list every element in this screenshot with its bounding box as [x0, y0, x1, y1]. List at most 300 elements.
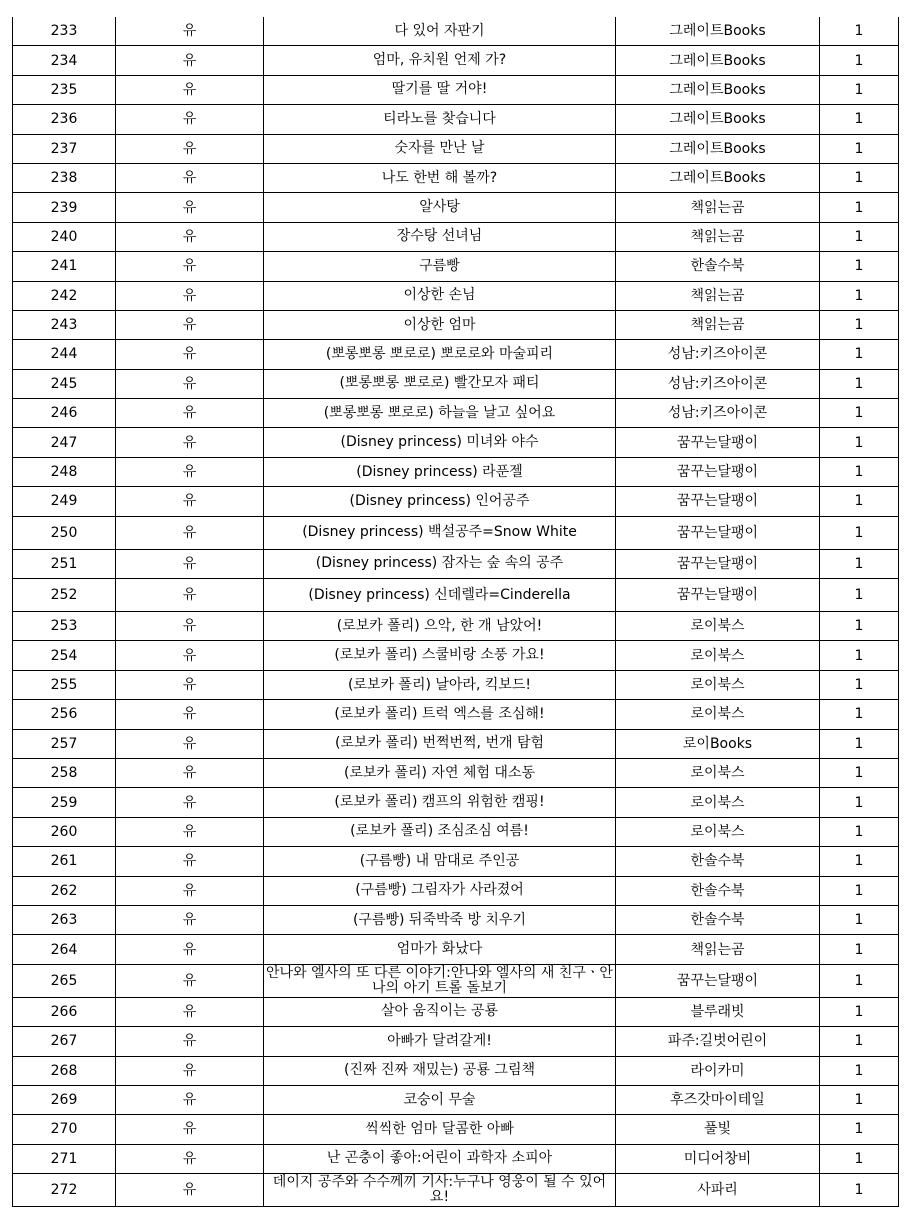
publisher-cell	[616, 134, 820, 163]
row-number-cell	[13, 105, 116, 134]
row-number-cell	[13, 457, 116, 486]
publisher-cell	[616, 457, 820, 486]
category-cell	[116, 1115, 264, 1144]
publisher-text: 로이북스	[690, 794, 745, 811]
publisher-cell	[616, 487, 820, 516]
publisher-text: 그레이트Books	[669, 81, 766, 98]
book-title-cell	[264, 1115, 616, 1144]
row-number-cell	[13, 340, 116, 369]
publisher-text: 책읽는곰	[690, 317, 745, 334]
category-cell	[116, 935, 264, 964]
category-cell	[116, 17, 264, 46]
row-number-cell	[13, 1056, 116, 1085]
book-title-cell	[264, 612, 616, 641]
category-cell	[116, 222, 264, 251]
row-number-text: 256	[50, 706, 78, 723]
quantity-text: 1	[854, 493, 864, 510]
row-number-cell	[13, 847, 116, 876]
book-title-cell	[264, 1027, 616, 1056]
row-number-cell	[13, 193, 116, 222]
book-title-text: (로보카 폴리) 번쩍번쩍, 번개 탐험	[335, 735, 544, 752]
table-row	[13, 788, 899, 817]
quantity-cell	[820, 487, 899, 516]
quantity-cell	[820, 428, 899, 457]
row-number-cell	[13, 46, 116, 75]
category-text: 유	[182, 52, 197, 69]
book-title-text: (로보카 폴리) 으악, 한 개 남았어!	[336, 617, 543, 634]
publisher-text: 풀빛	[703, 1121, 732, 1138]
quantity-text: 1	[854, 1003, 864, 1020]
publisher-cell	[616, 17, 820, 46]
quantity-cell	[820, 17, 899, 46]
publisher-text: 라이카미	[690, 1062, 745, 1079]
book-title-cell	[264, 847, 616, 876]
publisher-cell	[616, 399, 820, 428]
category-text: 유	[182, 555, 197, 572]
table-row	[13, 997, 899, 1026]
publisher-text: 그레이트Books	[669, 52, 766, 69]
book-title-cell	[264, 369, 616, 398]
publisher-cell	[616, 549, 820, 578]
row-number-text: 267	[50, 1033, 78, 1050]
category-text: 유	[182, 1062, 197, 1079]
category-cell	[116, 700, 264, 729]
category-cell	[116, 758, 264, 787]
row-number-cell	[13, 1085, 116, 1114]
row-number-cell	[13, 75, 116, 104]
book-title-cell	[264, 222, 616, 251]
category-cell	[116, 612, 264, 641]
table-row	[13, 457, 899, 486]
row-number-cell	[13, 729, 116, 758]
publisher-text: 한솔수북	[690, 912, 745, 929]
publisher-text: 로이북스	[690, 677, 745, 693]
book-title-cell	[264, 1085, 616, 1114]
row-number-text: 262	[50, 882, 78, 899]
publisher-text: 그레이트Books	[669, 23, 766, 40]
row-number-text: 271	[50, 1150, 78, 1167]
publisher-text: 한솔수북	[690, 882, 745, 899]
book-title-text: (진짜 진짜 재밌는) 공룡 그림책	[343, 1062, 535, 1079]
book-list-table	[12, 17, 899, 1207]
book-title-cell	[264, 641, 616, 670]
row-number-text: 245	[50, 375, 78, 392]
quantity-cell	[820, 700, 899, 729]
book-title-text: 다 있어 자판기	[394, 22, 485, 39]
row-number-text: 239	[50, 199, 78, 216]
category-text: 유	[182, 853, 197, 870]
quantity-text: 1	[854, 1182, 864, 1199]
table-row	[13, 369, 899, 398]
row-number-text: 255	[50, 677, 78, 693]
row-number-cell	[13, 817, 116, 846]
row-number-cell	[13, 997, 116, 1026]
book-title-cell	[264, 670, 616, 699]
table-row	[13, 876, 899, 905]
publisher-cell	[616, 876, 820, 905]
quantity-cell	[820, 935, 899, 964]
row-number-text: 264	[50, 941, 78, 958]
book-title-cell	[264, 1144, 616, 1173]
table-row	[13, 193, 899, 222]
quantity-cell	[820, 281, 899, 310]
table-row	[13, 1056, 899, 1085]
quantity-cell	[820, 817, 899, 846]
category-text: 유	[182, 111, 197, 128]
publisher-cell	[616, 340, 820, 369]
row-number-cell	[13, 134, 116, 163]
table-row	[13, 310, 899, 339]
quantity-cell	[820, 1115, 899, 1144]
book-title-text: 씩씩한 엄마 달콤한 아빠	[365, 1120, 514, 1137]
category-cell	[116, 428, 264, 457]
book-title-text: (Disney princess) 신데렐라=Cinderella	[308, 586, 571, 603]
category-text: 유	[182, 346, 197, 363]
publisher-cell	[616, 964, 820, 997]
category-text: 유	[182, 1182, 197, 1199]
table-row	[13, 729, 899, 758]
book-title-text: 살아 움직이는 공룡	[380, 1003, 499, 1020]
category-text: 유	[182, 823, 197, 840]
row-number-cell	[13, 700, 116, 729]
book-title-cell	[264, 964, 616, 997]
table-row	[13, 935, 899, 964]
quantity-text: 1	[854, 170, 864, 187]
book-title-text: (로보카 폴리) 자연 체험 대소동	[343, 764, 535, 781]
category-cell	[116, 788, 264, 817]
book-title-text: (뽀롱뽀롱 뽀로로) 빨간모자 패티	[339, 375, 540, 392]
row-number-text: 265	[50, 972, 78, 989]
row-number-text: 241	[50, 258, 78, 275]
quantity-cell	[820, 252, 899, 281]
quantity-text: 1	[854, 912, 864, 929]
book-title-cell	[264, 193, 616, 222]
row-number-text: 269	[50, 1092, 78, 1109]
category-cell	[116, 876, 264, 905]
quantity-text: 1	[854, 434, 864, 451]
publisher-cell	[616, 252, 820, 281]
book-title-cell	[264, 817, 616, 846]
publisher-text: 책읽는곰	[690, 941, 745, 958]
publisher-text: 한솔수북	[690, 258, 745, 275]
quantity-text: 1	[854, 228, 864, 245]
row-number-cell	[13, 758, 116, 787]
row-number-cell	[13, 876, 116, 905]
table-row	[13, 105, 899, 134]
quantity-text: 1	[854, 794, 864, 811]
publisher-cell	[616, 700, 820, 729]
book-title-cell	[264, 549, 616, 578]
publisher-text: 책읽는곰	[690, 228, 745, 245]
row-number-text: 243	[50, 317, 78, 334]
quantity-cell	[820, 516, 899, 549]
quantity-cell	[820, 369, 899, 398]
category-text: 유	[182, 199, 197, 216]
book-title-text: (뽀롱뽀롱 뽀로로) 뽀로로와 마술피리	[325, 345, 554, 362]
publisher-cell	[616, 516, 820, 549]
category-text: 유	[182, 1121, 197, 1138]
quantity-cell	[820, 847, 899, 876]
category-text: 유	[182, 618, 197, 635]
book-title-cell	[264, 399, 616, 428]
book-title-cell	[264, 758, 616, 787]
table-row	[13, 817, 899, 846]
quantity-text: 1	[854, 853, 864, 870]
quantity-cell	[820, 340, 899, 369]
quantity-cell	[820, 997, 899, 1026]
book-title-text: (로보카 폴리) 스쿨비랑 소풍 가요!	[334, 647, 545, 664]
book-title-cell	[264, 105, 616, 134]
quantity-cell	[820, 876, 899, 905]
row-number-text: 235	[50, 81, 78, 98]
row-number-text: 250	[50, 524, 78, 541]
quantity-cell	[820, 399, 899, 428]
book-title-cell	[264, 876, 616, 905]
quantity-cell	[820, 729, 899, 758]
publisher-text: 블루래빗	[690, 1003, 745, 1020]
category-text: 유	[182, 287, 197, 304]
category-text: 유	[182, 140, 197, 157]
row-number-text: 248	[50, 464, 78, 481]
publisher-cell	[616, 817, 820, 846]
quantity-text: 1	[854, 464, 864, 481]
book-title-cell	[264, 487, 616, 516]
book-title-text: (Disney princess) 인어공주	[349, 492, 530, 509]
book-title-text: 난 곤충이 좋아:어린이 과학자 소피아	[326, 1150, 553, 1167]
book-title-text: (Disney princess) 백설공주=Snow White	[302, 524, 577, 541]
quantity-text: 1	[854, 1033, 864, 1050]
quantity-text: 1	[854, 972, 864, 989]
book-title-cell	[264, 729, 616, 758]
book-title-cell	[264, 163, 616, 192]
row-number-cell	[13, 964, 116, 997]
publisher-cell	[616, 105, 820, 134]
quantity-text: 1	[854, 765, 864, 782]
quantity-cell	[820, 670, 899, 699]
category-cell	[116, 905, 264, 934]
book-title-text: 딸기를 딸 거야!	[391, 81, 488, 98]
publisher-cell	[616, 997, 820, 1026]
book-title-cell	[264, 700, 616, 729]
quantity-text: 1	[854, 199, 864, 216]
book-title-text: (Disney princess) 미녀와 야수	[340, 434, 539, 451]
row-number-text: 233	[50, 23, 78, 40]
quantity-cell	[820, 964, 899, 997]
publisher-cell	[616, 729, 820, 758]
row-number-text: 237	[50, 140, 78, 157]
book-title-cell	[264, 252, 616, 281]
row-number-text: 263	[50, 912, 78, 929]
quantity-cell	[820, 788, 899, 817]
table-row	[13, 847, 899, 876]
row-number-cell	[13, 788, 116, 817]
quantity-text: 1	[854, 677, 864, 693]
category-cell	[116, 487, 264, 516]
publisher-text: 성남:키즈아이콘	[667, 346, 768, 363]
publisher-text: 책읽는곰	[690, 287, 745, 304]
category-cell	[116, 369, 264, 398]
row-number-text: 253	[50, 618, 78, 635]
row-number-cell	[13, 252, 116, 281]
publisher-cell	[616, 641, 820, 670]
category-cell	[116, 670, 264, 699]
row-number-cell	[13, 579, 116, 612]
category-cell	[116, 75, 264, 104]
book-title-text: 나도 한번 해 볼까?	[381, 169, 498, 186]
row-number-text: 246	[50, 405, 78, 422]
table-row	[13, 1174, 899, 1207]
book-title-cell	[264, 428, 616, 457]
category-text: 유	[182, 375, 197, 392]
quantity-cell	[820, 1056, 899, 1085]
publisher-cell	[616, 905, 820, 934]
publisher-cell	[616, 1085, 820, 1114]
quantity-text: 1	[854, 618, 864, 635]
quantity-cell	[820, 612, 899, 641]
book-title-text: 아빠가 달려갈게!	[387, 1032, 492, 1049]
quantity-text: 1	[854, 941, 864, 958]
publisher-text: 사파리	[697, 1182, 738, 1199]
publisher-cell	[616, 758, 820, 787]
publisher-text: 로이Books	[682, 735, 753, 752]
publisher-cell	[616, 788, 820, 817]
quantity-text: 1	[854, 52, 864, 69]
row-number-cell	[13, 163, 116, 192]
book-title-text: 안나와 엘사의 또 다른 이야기:안나와 엘사의 새 친구ㆍ안나의 아기 트롤 돌보기	[266, 964, 613, 996]
category-text: 유	[182, 882, 197, 899]
publisher-cell	[616, 163, 820, 192]
publisher-cell	[616, 935, 820, 964]
quantity-text: 1	[854, 587, 864, 604]
book-list-body	[13, 17, 899, 1207]
publisher-text: 파주:길벗어린이	[667, 1033, 768, 1050]
category-cell	[116, 1144, 264, 1173]
quantity-text: 1	[854, 823, 864, 840]
category-text: 유	[182, 1092, 197, 1109]
category-text: 유	[182, 317, 197, 334]
book-title-text: (뽀롱뽀롱 뽀로로) 하늘을 날고 싶어요	[323, 404, 556, 421]
publisher-text: 꿈꾸는달팽이	[676, 434, 759, 451]
quantity-cell	[820, 1174, 899, 1207]
table-row	[13, 700, 899, 729]
row-number-cell	[13, 516, 116, 549]
category-cell	[116, 310, 264, 339]
category-text: 유	[182, 912, 197, 929]
quantity-cell	[820, 1027, 899, 1056]
row-number-text: 252	[50, 587, 78, 604]
category-text: 유	[182, 1033, 197, 1050]
publisher-text: 로이북스	[690, 706, 745, 723]
publisher-text: 책읽는곰	[690, 199, 745, 216]
book-title-text: 숫자를 만난 날	[394, 140, 485, 157]
publisher-text: 그레이트Books	[669, 111, 766, 128]
table-row	[13, 134, 899, 163]
quantity-text: 1	[854, 1092, 864, 1109]
book-title-text: 엄마, 유치원 언제 가?	[372, 52, 507, 69]
book-title-cell	[264, 75, 616, 104]
publisher-text: 성남:키즈아이콘	[667, 405, 768, 422]
category-cell	[116, 549, 264, 578]
quantity-cell	[820, 222, 899, 251]
publisher-cell	[616, 281, 820, 310]
category-text: 유	[182, 677, 197, 693]
row-number-cell	[13, 549, 116, 578]
publisher-text: 한솔수북	[690, 853, 745, 870]
row-number-text: 266	[50, 1003, 78, 1020]
row-number-text: 260	[50, 823, 78, 840]
quantity-text: 1	[854, 258, 864, 275]
row-number-cell	[13, 1027, 116, 1056]
quantity-text: 1	[854, 405, 864, 422]
row-number-cell	[13, 905, 116, 934]
row-number-cell	[13, 399, 116, 428]
row-number-cell	[13, 641, 116, 670]
table-row	[13, 1085, 899, 1114]
publisher-cell	[616, 1056, 820, 1085]
book-title-text: 이상한 엄마	[403, 316, 476, 333]
book-title-cell	[264, 516, 616, 549]
category-cell	[116, 579, 264, 612]
row-number-cell	[13, 487, 116, 516]
row-number-text: 259	[50, 794, 78, 811]
table-row	[13, 399, 899, 428]
category-cell	[116, 1085, 264, 1114]
table-row	[13, 75, 899, 104]
quantity-text: 1	[854, 140, 864, 157]
category-text: 유	[182, 587, 197, 604]
category-cell	[116, 1027, 264, 1056]
category-cell	[116, 1056, 264, 1085]
row-number-text: 272	[50, 1182, 78, 1199]
quantity-text: 1	[854, 647, 864, 664]
publisher-cell	[616, 1115, 820, 1144]
row-number-cell	[13, 281, 116, 310]
category-cell	[116, 847, 264, 876]
quantity-cell	[820, 310, 899, 339]
category-cell	[116, 134, 264, 163]
quantity-text: 1	[854, 375, 864, 392]
quantity-cell	[820, 1144, 899, 1173]
category-cell	[116, 252, 264, 281]
quantity-cell	[820, 457, 899, 486]
category-text: 유	[182, 258, 197, 275]
quantity-text: 1	[854, 346, 864, 363]
table-row	[13, 1027, 899, 1056]
category-cell	[116, 817, 264, 846]
book-title-text: (구름빵) 내 맘대로 주인공	[359, 852, 520, 869]
quantity-cell	[820, 905, 899, 934]
quantity-text: 1	[854, 1150, 864, 1167]
category-text: 유	[182, 228, 197, 245]
quantity-text: 1	[854, 23, 864, 40]
table-row	[13, 1144, 899, 1173]
table-row	[13, 428, 899, 457]
book-title-cell	[264, 905, 616, 934]
category-cell	[116, 105, 264, 134]
row-number-text: 270	[50, 1121, 78, 1138]
row-number-text: 234	[50, 52, 78, 69]
book-title-cell	[264, 134, 616, 163]
publisher-text: 그레이트Books	[669, 140, 766, 157]
book-title-cell	[264, 17, 616, 46]
category-cell	[116, 163, 264, 192]
table-row	[13, 964, 899, 997]
book-title-cell	[264, 935, 616, 964]
book-title-text: (Disney princess) 잠자는 숲 속의 공주	[315, 555, 564, 572]
row-number-cell	[13, 612, 116, 641]
table-row	[13, 17, 899, 46]
table-row	[13, 163, 899, 192]
